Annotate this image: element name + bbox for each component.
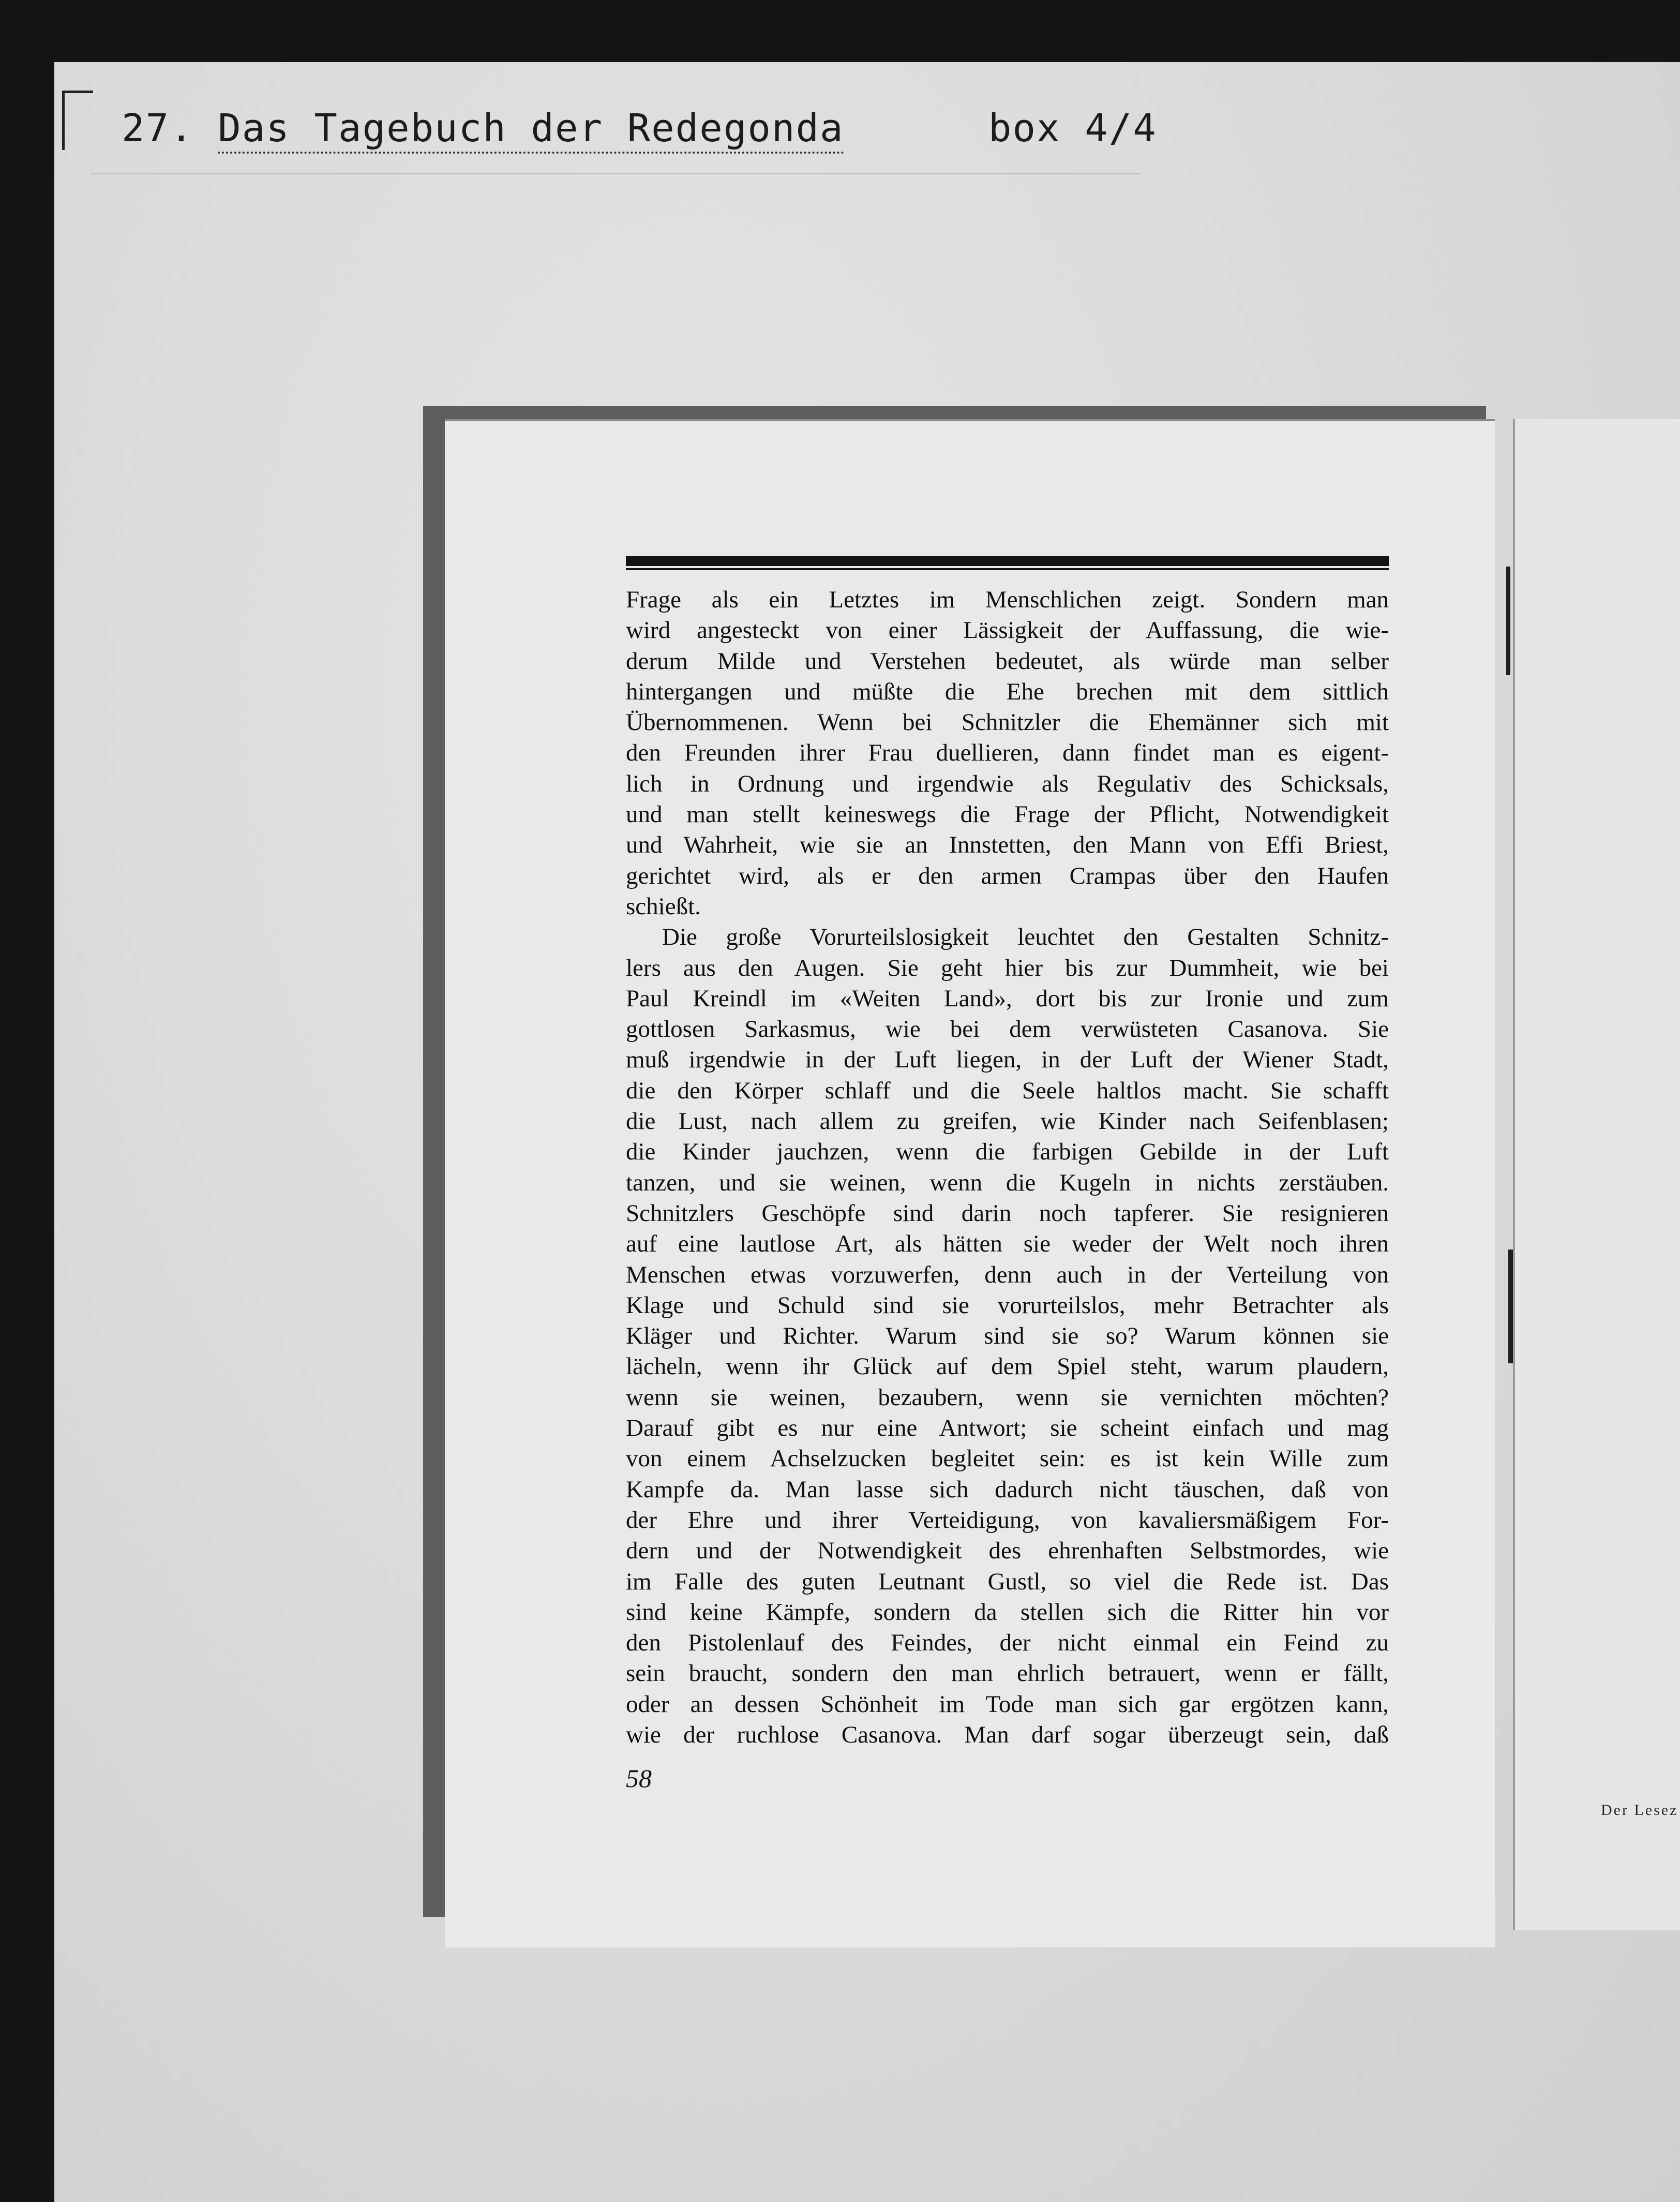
text-line: gerichtet wird, als er den armen Crampas über den Haufen <box>626 862 1389 889</box>
text-line: oder an dessen Schönheit im Tode man sich gar ergötzen kann, <box>626 1690 1389 1718</box>
text-line: Schnitzlers Geschöpfe sind darin noch tapferer. Sie resignieren <box>626 1199 1389 1227</box>
text-line: Menschen etwas vorzuwerfen, denn auch in der Verteilung von <box>626 1261 1389 1288</box>
header-box-label: box 4/4 <box>988 106 1157 151</box>
binding-mark-lower <box>1508 1249 1513 1363</box>
text-line: den Freunden ihrer Frau duellieren, dann findet man es eigent- <box>626 739 1389 767</box>
page-number: 58 <box>626 1764 652 1793</box>
binding-mark-upper <box>1506 567 1510 675</box>
text-line: wird angesteckt von einer Lässigkeit der Auffassung, die wie- <box>626 617 1389 644</box>
text-line: lers aus den Augen. Sie geht hier bis zur Dummheit, wie bei <box>626 954 1389 981</box>
header-divider <box>91 173 1141 174</box>
text-line: Kläger und Richter. Warum sind sie so? Warum können sie <box>626 1322 1389 1350</box>
text-line: Darauf gibt es nur eine Antwort; sie scheint einfach und mag <box>626 1415 1389 1442</box>
text-line: und man stellt keineswegs die Frage der Pflicht, Notwendigkeit <box>626 801 1389 828</box>
text-line: tanzen, und sie weinen, wenn die Kugeln in nichts zerstäuben. <box>626 1169 1389 1196</box>
text-line: schießt. <box>626 892 701 920</box>
text-line: derum Milde und Verstehen bedeutet, als würde man selber <box>626 647 1389 675</box>
text-line: wenn sie weinen, bezaubern, wenn sie vernichten möchten? <box>626 1383 1389 1411</box>
text-line: auf eine lautlose Art, als hätten sie weder der Welt noch ihren <box>626 1230 1389 1258</box>
neighbour-sheet-text: Der Lesez <box>1601 1802 1678 1819</box>
text-line: von einem Achselzucken begleitet sein: es ist kein Wille zum <box>626 1445 1389 1472</box>
text-line: lächeln, wenn ihr Glück auf dem Spiel steht, warum plaudern, <box>626 1353 1389 1380</box>
text-line: sein braucht, sondern den man ehrlich betrauert, wenn er fällt, <box>626 1660 1389 1687</box>
text-line: gottlosen Sarkasmus, wie bei dem verwüsteten Casanova. Sie <box>626 1016 1389 1043</box>
text-line: Klage und Schuld sind sie vorurteilslos, mehr Betrachter als <box>626 1291 1389 1319</box>
text-line: Paul Kreindl im «Weiten Land», dort bis zur Ironie und zum <box>626 985 1389 1012</box>
text-line: muß irgendwie in der Luft liegen, in der Luft der Wiener Stadt, <box>626 1046 1389 1074</box>
text-line: Übernommenen. Wenn bei Schnitzler die Ehemänner sich mit <box>626 709 1389 736</box>
archive-header <box>122 106 1157 151</box>
text-line: die Kinder jauchzen, wenn die farbigen Gebilde in der Luft <box>626 1138 1389 1166</box>
text-line: Die große Vorurteilslosigkeit leuchtet den Gestalten Schnitz- <box>662 924 1389 951</box>
text-line: den Pistolenlauf des Feindes, der nicht einmal ein Feind zu <box>626 1629 1389 1657</box>
text-line: Frage als ein Letztes im Menschlichen zeigt. Sondern man <box>626 586 1389 613</box>
page-body-text <box>626 585 1389 1750</box>
text-line: lich in Ordnung und irgendwie als Regulativ des Schicksals, <box>626 770 1389 797</box>
header-number: 27. <box>122 106 194 151</box>
text-line: wie der ruchlose Casanova. Man darf sogar überzeugt sein, daß <box>626 1721 1389 1748</box>
text-line: sind keine Kämpfe, sondern da stellen sich die Ritter hin vor <box>626 1598 1389 1626</box>
text-line: der Ehre und ihrer Verteidigung, von kavaliersmäßigem For- <box>626 1506 1389 1534</box>
text-line: Kampfe da. Man lasse sich dadurch nicht täuschen, daß von <box>626 1476 1389 1503</box>
neighbour-sheet-edge <box>1513 419 1680 1930</box>
text-line: die Lust, nach allem zu greifen, wie Kinder nach Seifenblasen; <box>626 1108 1389 1135</box>
text-line: dern und der Notwendigkeit des ehrenhaften Selbstmordes, wie <box>626 1537 1389 1565</box>
text-line: und Wahrheit, wie sie an Innstetten, den Mann von Effi Briest, <box>626 831 1389 859</box>
text-line: im Falle des guten Leutnant Gustl, so viel die Rede ist. Das <box>626 1568 1389 1595</box>
corner-bracket-mark <box>62 91 93 150</box>
text-line: hintergangen und müßte die Ehe brechen mit dem sittlich <box>626 678 1389 705</box>
header-title: Das Tagebuch der Redegonda <box>218 106 844 154</box>
text-line: die den Körper schlaff und die Seele haltlos macht. Sie schafft <box>626 1077 1389 1104</box>
page-top-rule <box>626 556 1389 568</box>
